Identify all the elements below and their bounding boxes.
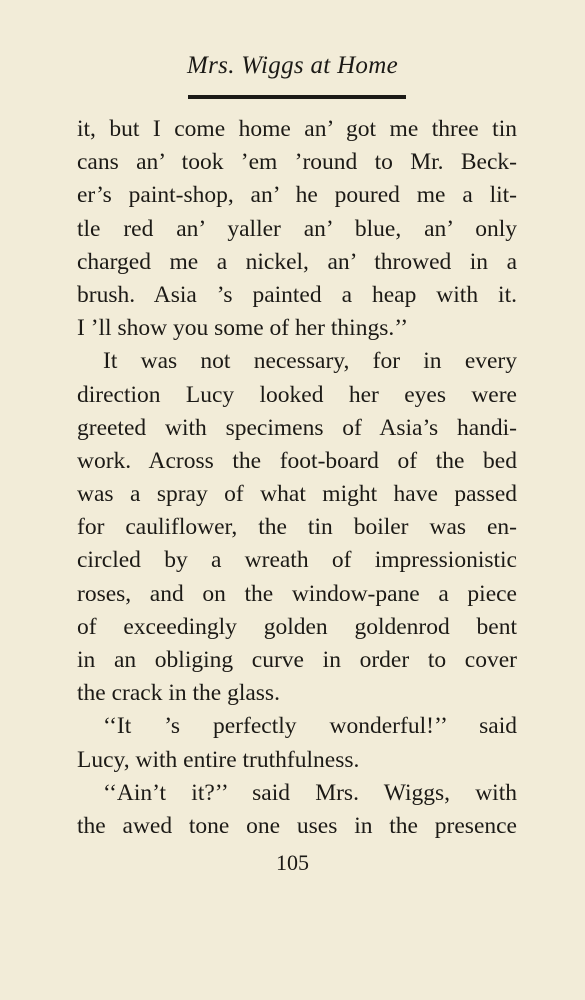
text-line: Lucy, with entire truthfulness. (77, 746, 360, 773)
text-line: It was not necessary, for in every (103, 348, 517, 375)
text-line: greeted with specimens of Asia’s handi- (77, 414, 517, 441)
text-line: the crack in the glass. (77, 680, 280, 707)
text-line: ‘‘Ain’t it?’’ said Mrs. Wiggs, with (103, 779, 517, 806)
text-line: in an obliging curve in order to cover (77, 647, 517, 673)
text-line: was a spray of what might have passed (77, 481, 517, 508)
text-line: work. Across the foot-board of the bed (77, 447, 517, 474)
text-line: brush. Asia ’s painted a heap with it. (77, 281, 517, 308)
text-line: I ’ll show you some of her things.’’ (77, 315, 409, 342)
text-line: of exceedingly golden goldenrod bent (77, 613, 517, 640)
text-line: direction Lucy looked her eyes were (77, 381, 517, 408)
header-rule (188, 95, 406, 99)
text-line: circled by a wreath of impressionistic (77, 547, 517, 574)
text-line: charged me a nickel, an’ throwed in a (77, 248, 517, 275)
text-line: tle red an’ yaller an’ blue, an’ only (77, 215, 517, 242)
text-line: the awed tone one uses in the presence (77, 812, 517, 839)
running-head: Mrs. Wiggs at Home (187, 52, 398, 79)
text-line: roses, and on the window-pane a piece (77, 580, 517, 607)
text-line: ‘‘It ’s perfectly wonderful!’’ said (103, 713, 517, 740)
body-text (77, 113, 517, 843)
page-number: 105 (276, 850, 309, 875)
text-line: for cauliflower, the tin boiler was en- (77, 514, 517, 541)
text-line: it, but I come home an’ got me three tin (77, 116, 517, 142)
text-line: cans an’ took ’em ’round to Mr. Beck- (77, 149, 517, 176)
text-line: er’s paint-shop, an’ he poured me a lit- (77, 182, 517, 209)
